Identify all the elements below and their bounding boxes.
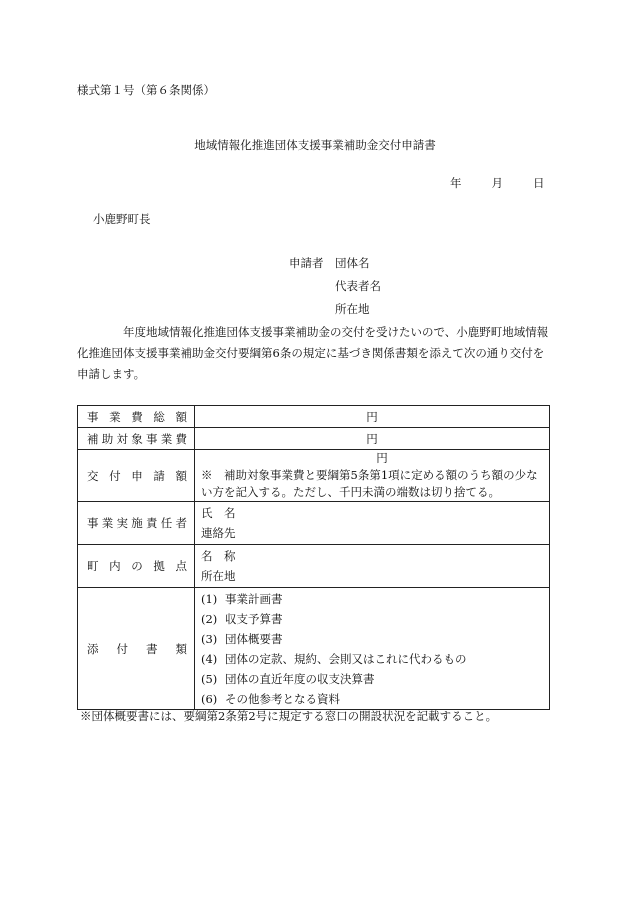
form-number: 様式第１号（第６条関係）	[77, 83, 215, 97]
table-row-attachments	[78, 588, 550, 710]
addressee: 小鹿野町長	[93, 212, 151, 226]
label-char: 施	[131, 516, 143, 530]
grant-amount-value: 円	[376, 451, 388, 465]
attachment-number: (3)	[201, 631, 218, 646]
grant-amount-note-1: ※ 補助対象事業費と要綱第5条第1項に定める額のうち額の少な	[201, 468, 538, 482]
subsidy-cost-label	[78, 428, 195, 450]
label-char: 拠	[153, 559, 165, 573]
manager-contact-label: 連絡先	[201, 526, 236, 540]
label-char: 添	[87, 641, 99, 656]
applicant-block	[289, 252, 381, 321]
label-char: 費	[131, 409, 143, 424]
group-name-label: 団体名	[335, 256, 370, 270]
attachment-text: 事業計画書	[225, 591, 283, 606]
attachment-text: その他参考となる資料	[225, 691, 340, 706]
label-char: 点	[175, 559, 187, 573]
attachment-number: (4)	[201, 651, 218, 666]
attachment-item	[201, 669, 543, 689]
label-char: 業	[101, 516, 114, 530]
base-address-label: 所在地	[201, 569, 236, 583]
footnote: ※団体概要書には、要綱第2条第2号に規定する窓口の開設状況を記載すること。	[80, 709, 498, 723]
table-row-subsidy-cost	[78, 428, 550, 450]
document-title: 地域情報化推進団体支援事業補助金交付申請書	[194, 138, 436, 152]
label-char: 付	[109, 468, 121, 483]
label-char: 助	[101, 431, 114, 446]
table-row-total-cost	[78, 406, 550, 428]
application-table	[77, 405, 550, 710]
body-paragraph: 年度地域情報化推進団体支援事業補助金の交付を受けたいので、小鹿野町地域情報化推進団体支援事業補助金交付要綱第6条の規定に基づき関係書類を添えて次の通り交付を申請します。	[77, 325, 549, 381]
base-cell[interactable]	[195, 545, 550, 588]
label-char: 申	[131, 468, 143, 483]
attachment-item	[201, 609, 543, 629]
label-char: 事	[146, 431, 158, 446]
grant-amount-cell[interactable]	[195, 450, 550, 502]
label-char: 町	[87, 559, 99, 573]
label-char: 象	[131, 431, 143, 446]
attachment-item	[201, 649, 543, 669]
manager-label	[78, 502, 195, 545]
attachment-item	[201, 589, 543, 609]
date-month: 月	[491, 176, 503, 190]
applicant-label: 申請者	[289, 256, 324, 270]
attachment-text: 団体概要書	[225, 631, 283, 646]
attachment-number: (6)	[201, 691, 218, 706]
subsidy-cost-value[interactable]: 円	[195, 428, 550, 450]
table-row-grant-amount	[78, 450, 550, 502]
grant-amount-label	[78, 450, 195, 502]
label-char: 内	[109, 559, 121, 573]
label-char: 業	[109, 409, 121, 424]
label-char: 請	[153, 468, 165, 483]
base-name-label: 名 称	[201, 549, 236, 563]
attachment-number: (1)	[201, 591, 218, 606]
label-char: 類	[175, 641, 187, 656]
attachment-text: 団体の直近年度の収支決算書	[225, 671, 375, 686]
attachments-cell	[195, 588, 550, 710]
label-char: 者	[175, 516, 187, 530]
attachment-number: (5)	[201, 671, 218, 686]
label-char: の	[131, 559, 143, 573]
attachment-item	[201, 689, 543, 709]
label-char: 総	[153, 409, 165, 424]
grant-amount-note-2: い方を記入する。ただし、千円未満の端数は切り捨てる。	[201, 485, 500, 499]
attachment-item	[201, 629, 543, 649]
representative-label: 代表者名	[335, 279, 381, 293]
label-char: 費	[175, 431, 187, 446]
label-char: 額	[175, 468, 187, 483]
label-char: 交	[87, 468, 99, 483]
date-year: 年	[450, 176, 462, 190]
date-day: 日	[533, 176, 545, 190]
attachment-number: (2)	[201, 611, 218, 626]
applicant-address-label: 所在地	[335, 302, 370, 316]
label-char: 任	[160, 516, 173, 530]
total-cost-value[interactable]: 円	[195, 406, 550, 428]
label-char: 額	[175, 409, 187, 424]
label-char: 書	[146, 641, 158, 656]
date-line	[450, 175, 575, 191]
table-row-manager	[78, 502, 550, 545]
label-char: 付	[116, 641, 128, 656]
label-char: 対	[116, 431, 128, 446]
label-char: 事	[87, 409, 99, 424]
attachment-text: 団体の定款、規約、会則又はこれに代わるもの	[225, 651, 467, 666]
attachments-label	[78, 588, 195, 710]
label-char: 補	[87, 431, 99, 446]
label-char: 責	[146, 516, 158, 530]
attachment-text: 収支予算書	[225, 611, 283, 626]
label-char: 実	[116, 516, 128, 530]
total-cost-label	[78, 406, 195, 428]
table-row-base	[78, 545, 550, 588]
label-char: 業	[160, 431, 173, 446]
label-char: 事	[87, 516, 99, 530]
manager-name-label: 氏 名	[201, 506, 236, 520]
base-label	[78, 545, 195, 588]
manager-cell[interactable]	[195, 502, 550, 545]
